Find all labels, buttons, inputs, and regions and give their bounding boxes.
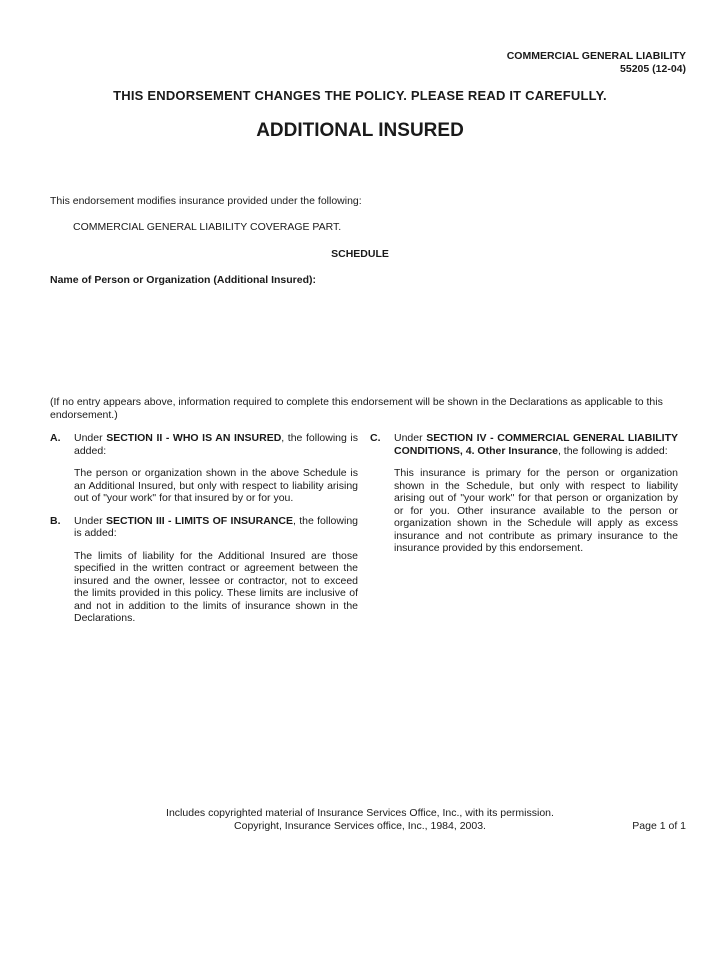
form-line: COMMERCIAL GENERAL LIABILITY xyxy=(506,50,686,62)
section-b-heading xyxy=(50,515,358,540)
right-column xyxy=(370,432,678,565)
section-b-title: SECTION III - LIMITS OF INSURANCE xyxy=(105,514,293,527)
section-a-pre: Under xyxy=(74,432,107,444)
section-c-pre: Under xyxy=(394,432,427,444)
section-c-post: , the following is added: xyxy=(557,444,668,457)
section-a-heading xyxy=(50,432,358,457)
copyright-line-1: Includes copyrighted material of Insurance Services Office, Inc., with its permission. xyxy=(166,807,554,819)
section-a-letter: A. xyxy=(50,432,61,444)
section-c-body: This insurance is primary for the person or organization shown in the Schedule, but only with respect to liability arising out of "your work" for that person or organization by or for you. Other insurance available to the person or organization shown in the Schedule will apply as excess insurance and not contribute as primary insurance to the insurance provided by this endorsement. xyxy=(394,467,678,554)
section-b-pre: Under xyxy=(74,514,106,527)
section-c-heading xyxy=(370,432,678,457)
additional-insured-entry xyxy=(50,292,686,390)
section-b-body: The limits of liability for the Additional Insured are those specified in the written contract or agreement between the insured and the owner, lessee or contractor, not to exceed the limits provided in this policy. These limits are inclusive of and not in addition to the limits of insurance shown in the Declarations. xyxy=(74,549,358,624)
copyright-line-2: Copyright, Insurance Services office, Inc., 1984, 2003. xyxy=(234,820,486,832)
page-number: Page 1 of 1 xyxy=(632,820,686,832)
section-a-post: , the following is added: xyxy=(74,432,358,457)
section-a-title: SECTION II - WHO IS AN INSURED xyxy=(106,432,282,444)
section-c-title: SECTION IV - COMMERCIAL GENERAL LIABILITY CONDITIONS, 4. Other Insurance xyxy=(394,432,679,457)
modifies-statement: This endorsement modifies insurance provided under the following: xyxy=(50,195,362,207)
form-number: 55205 (12-04) xyxy=(620,63,686,75)
endorsement-notice: THIS ENDORSEMENT CHANGES THE POLICY. PLEASE READ IT CAREFULLY. xyxy=(113,88,607,103)
page-title: ADDITIONAL INSURED xyxy=(256,120,464,141)
additional-insured-label: Name of Person or Organization (Additional Insured): xyxy=(50,274,317,286)
form-identifier xyxy=(507,50,686,76)
section-b-letter: B. xyxy=(50,514,61,527)
left-column xyxy=(50,432,358,635)
schedule-note: (If no entry appears above, information required to complete this endorsement will be shown in the Declarations as applicable to this endorsement.) xyxy=(50,396,663,421)
schedule-heading: SCHEDULE xyxy=(331,248,389,260)
section-a-body: The person or organization shown in the above Schedule is an Additional Insured, but only with respect to liability arising out of "your work" for that insured by or for you. xyxy=(74,467,358,504)
section-b-post: , the following is added: xyxy=(74,514,358,539)
coverage-part: COMMERCIAL GENERAL LIABILITY COVERAGE PART. xyxy=(73,221,342,233)
section-c-letter: C. xyxy=(370,432,381,444)
copyright-footer xyxy=(0,807,720,833)
